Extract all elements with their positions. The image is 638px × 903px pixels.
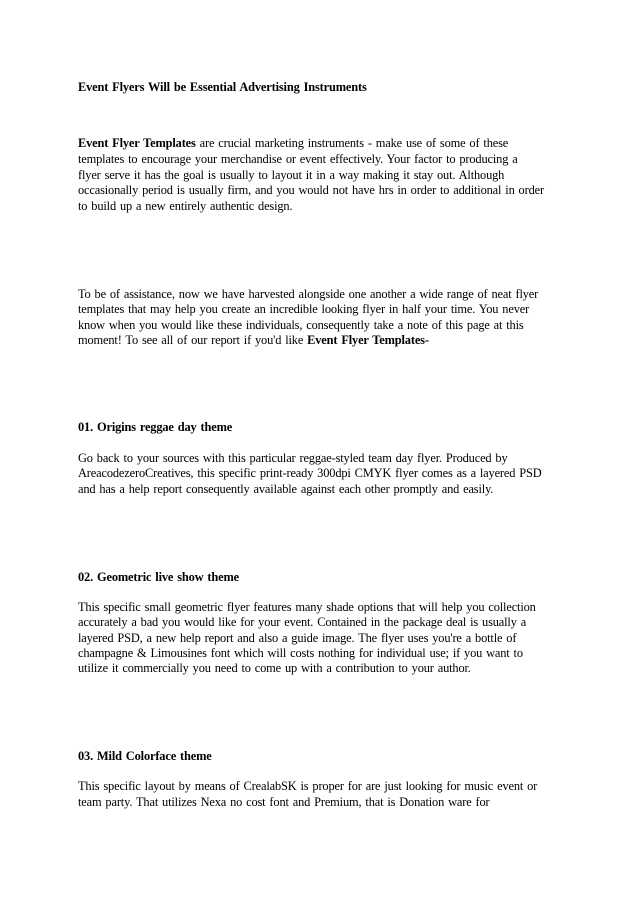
section-01-line-1: Go back to your sources with this particular reggae-styled team day flyer. Produced by: [78, 451, 508, 465]
assist-link-bold: Event Flyer Templates-: [307, 333, 429, 347]
intro-lead-bold: Event Flyer Templates: [78, 136, 196, 150]
section-03-line-1: This specific layout by means of CrealabSK is proper for are just looking for music event or: [78, 779, 538, 793]
section-02-line-3: layered PSD, a new help report and also a guide image. The flyer uses you're a bottle of: [78, 631, 517, 645]
document-title: Event Flyers Will be Essential Advertising Instruments: [78, 80, 367, 94]
intro-line-1: [78, 136, 508, 151]
section-01-line-2: AreacodezeroCreatives, this specific print-ready 300dpi CMYK flyer comes as a layered PSD: [78, 466, 542, 480]
intro-line-3: flyer serve it has the goal is usually to layout it in a way making it stay out. Although: [78, 168, 505, 182]
section-03-line-2: team party. That utilizes Nexa no cost font and Premium, that is Donation ware for: [78, 795, 490, 809]
section-01-line-3: and has a help report consequently available against each other promptly and easily.: [78, 482, 494, 496]
intro-line-4: occasionally period is usually firm, and you would not have hrs in order to additional in order: [78, 183, 544, 197]
section-heading-03: 03. Mild Colorface theme: [78, 749, 212, 763]
intro-line-1-rest: are crucial marketing instruments - make use of some of these: [195, 136, 509, 150]
intro-line-2: templates to encourage your merchandise or event effectively. Your factor to producing a: [78, 152, 518, 166]
assist-line-2: templates that may help you create an incredible looking flyer in half your time. You never: [78, 302, 530, 316]
assist-line-4-rest: moment! To see all of our report if you'd like: [78, 333, 308, 347]
assist-line-3: know when you would like these individuals, consequently take a note of this page at this: [78, 318, 524, 332]
assist-line-4: [78, 333, 429, 348]
section-02-line-5: utilize it commercially you need to come up with a contribution to your author.: [78, 661, 471, 675]
section-02-line-1: This specific small geometric flyer features many shade options that will help you collection: [78, 600, 536, 614]
section-02-line-2: accurately a bad you would like for your event. Contained in the package deal is usually a: [78, 615, 527, 629]
section-heading-02: 02. Geometric live show theme: [78, 570, 240, 584]
section-02-line-4: champagne & Limousines font which will costs nothing for individual use; if you want to: [78, 646, 523, 660]
section-heading-01: 01. Origins reggae day theme: [78, 420, 233, 434]
intro-line-5: to build up a new entirely authentic design.: [78, 199, 293, 213]
assist-line-1: To be of assistance, now we have harvested alongside one another a wide range of neat flyer: [78, 287, 539, 301]
